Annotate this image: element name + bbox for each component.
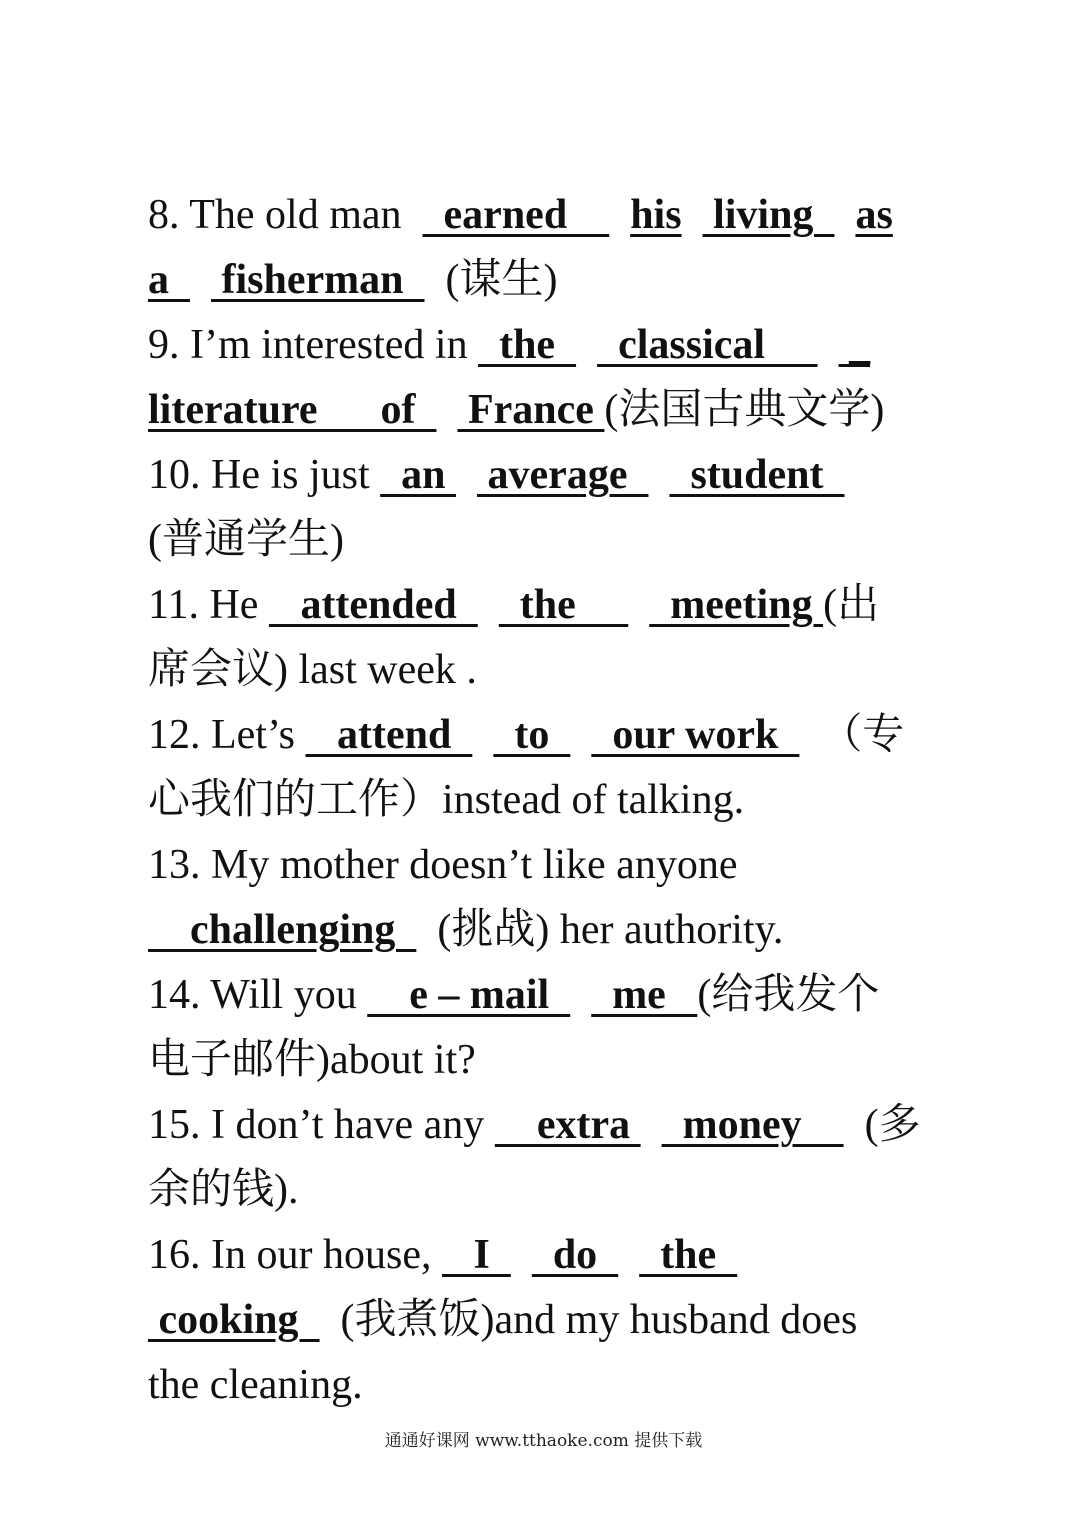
exercise-12-line-2: 心我们的工作）instead of talking. bbox=[148, 777, 745, 823]
exercise-16-line-2: cooking (我煮饭)and my husband does bbox=[148, 1297, 858, 1343]
answer-blank: living bbox=[702, 192, 835, 238]
exercise-14-line-2: 电子邮件)about it? bbox=[148, 1037, 476, 1083]
exercise-16-line-1: 16. In our house, I do the bbox=[148, 1232, 738, 1278]
answer-blank: e – mail bbox=[367, 972, 571, 1018]
exercise-number: 16. bbox=[148, 1232, 201, 1278]
exercise-number: 13. bbox=[148, 842, 201, 888]
exercise-9-line-2: literature of France (法国古典文学) bbox=[148, 387, 885, 433]
exercise-13-line-2: challenging (挑战) her authority. bbox=[148, 907, 784, 953]
exercise-10-line-1: 10. He is just an average student bbox=[148, 452, 845, 498]
answer-blank: classical bbox=[597, 322, 818, 368]
answer-blank: student bbox=[669, 452, 845, 498]
exercise-number: 12. bbox=[148, 712, 201, 758]
exercise-16-line-3: the cleaning. bbox=[148, 1362, 363, 1408]
answer-blank: his bbox=[630, 192, 682, 238]
answer-blank: challenging bbox=[148, 907, 417, 953]
answer-blank: do bbox=[531, 1232, 619, 1278]
answer-blank: to bbox=[493, 712, 571, 758]
exercise-15-line-2: 余的钱). bbox=[148, 1167, 299, 1213]
answer-blank: I bbox=[441, 1232, 511, 1278]
exercise-number: 9. bbox=[148, 322, 180, 368]
answer-blank: fisherman bbox=[211, 257, 425, 303]
exercise-10-line-2: (普通学生) bbox=[148, 517, 344, 563]
answer-blank: France bbox=[457, 387, 605, 433]
answer-blank: _ bbox=[838, 322, 871, 368]
exercise-number: 8. bbox=[148, 192, 180, 238]
answer-blank: an bbox=[380, 452, 457, 498]
answer-blank: a bbox=[148, 257, 190, 303]
answer-blank: cooking bbox=[148, 1297, 320, 1343]
exercise-number: 15. bbox=[148, 1102, 201, 1148]
answer-blank: our work bbox=[591, 712, 800, 758]
exercise-12-line-1: 12. Let’s attend to our work （专 bbox=[148, 712, 905, 758]
page-footer: 通通好课网 www.tthaoke.com 提供下载 bbox=[384, 1431, 703, 1451]
answer-blank: attended bbox=[268, 582, 478, 628]
answer-blank: money bbox=[661, 1102, 844, 1148]
answer-blank: the bbox=[478, 322, 577, 368]
answer-blank: me bbox=[591, 972, 698, 1018]
answer-blank: as bbox=[855, 192, 893, 238]
exercise-8-line-1: 8. The old man earned his living as bbox=[148, 192, 893, 238]
answer-blank: average bbox=[477, 452, 649, 498]
exercise-number: 11. bbox=[148, 582, 199, 628]
exercise-number: 10. bbox=[148, 452, 201, 498]
answer-blank: meeting bbox=[649, 582, 824, 628]
exercise-8-line-2: a fisherman (谋生) bbox=[148, 257, 558, 303]
answer-blank: attend bbox=[305, 712, 473, 758]
exercise-number: 14. bbox=[148, 972, 201, 1018]
exercise-11-line-1: 11. He attended the meeting (出 bbox=[148, 582, 880, 628]
answer-blank: the bbox=[498, 582, 629, 628]
answer-blank: extra bbox=[494, 1102, 641, 1148]
answer-blank: earned bbox=[422, 192, 610, 238]
exercise-13-line-1: 13. My mother doesn’t like anyone bbox=[148, 842, 738, 888]
exercise-14-line-1: 14. Will you e – mail me (给我发个 bbox=[148, 972, 880, 1018]
answer-blank: literature of bbox=[148, 387, 437, 433]
exercise-15-line-1: 15. I don’t have any extra money (多 bbox=[148, 1102, 921, 1148]
exercise-11-line-2: 席会议) last week . bbox=[148, 647, 477, 693]
exercise-9-line-1: 9. I’m interested in the classical _ bbox=[148, 322, 871, 368]
answer-blank: the bbox=[639, 1232, 738, 1278]
